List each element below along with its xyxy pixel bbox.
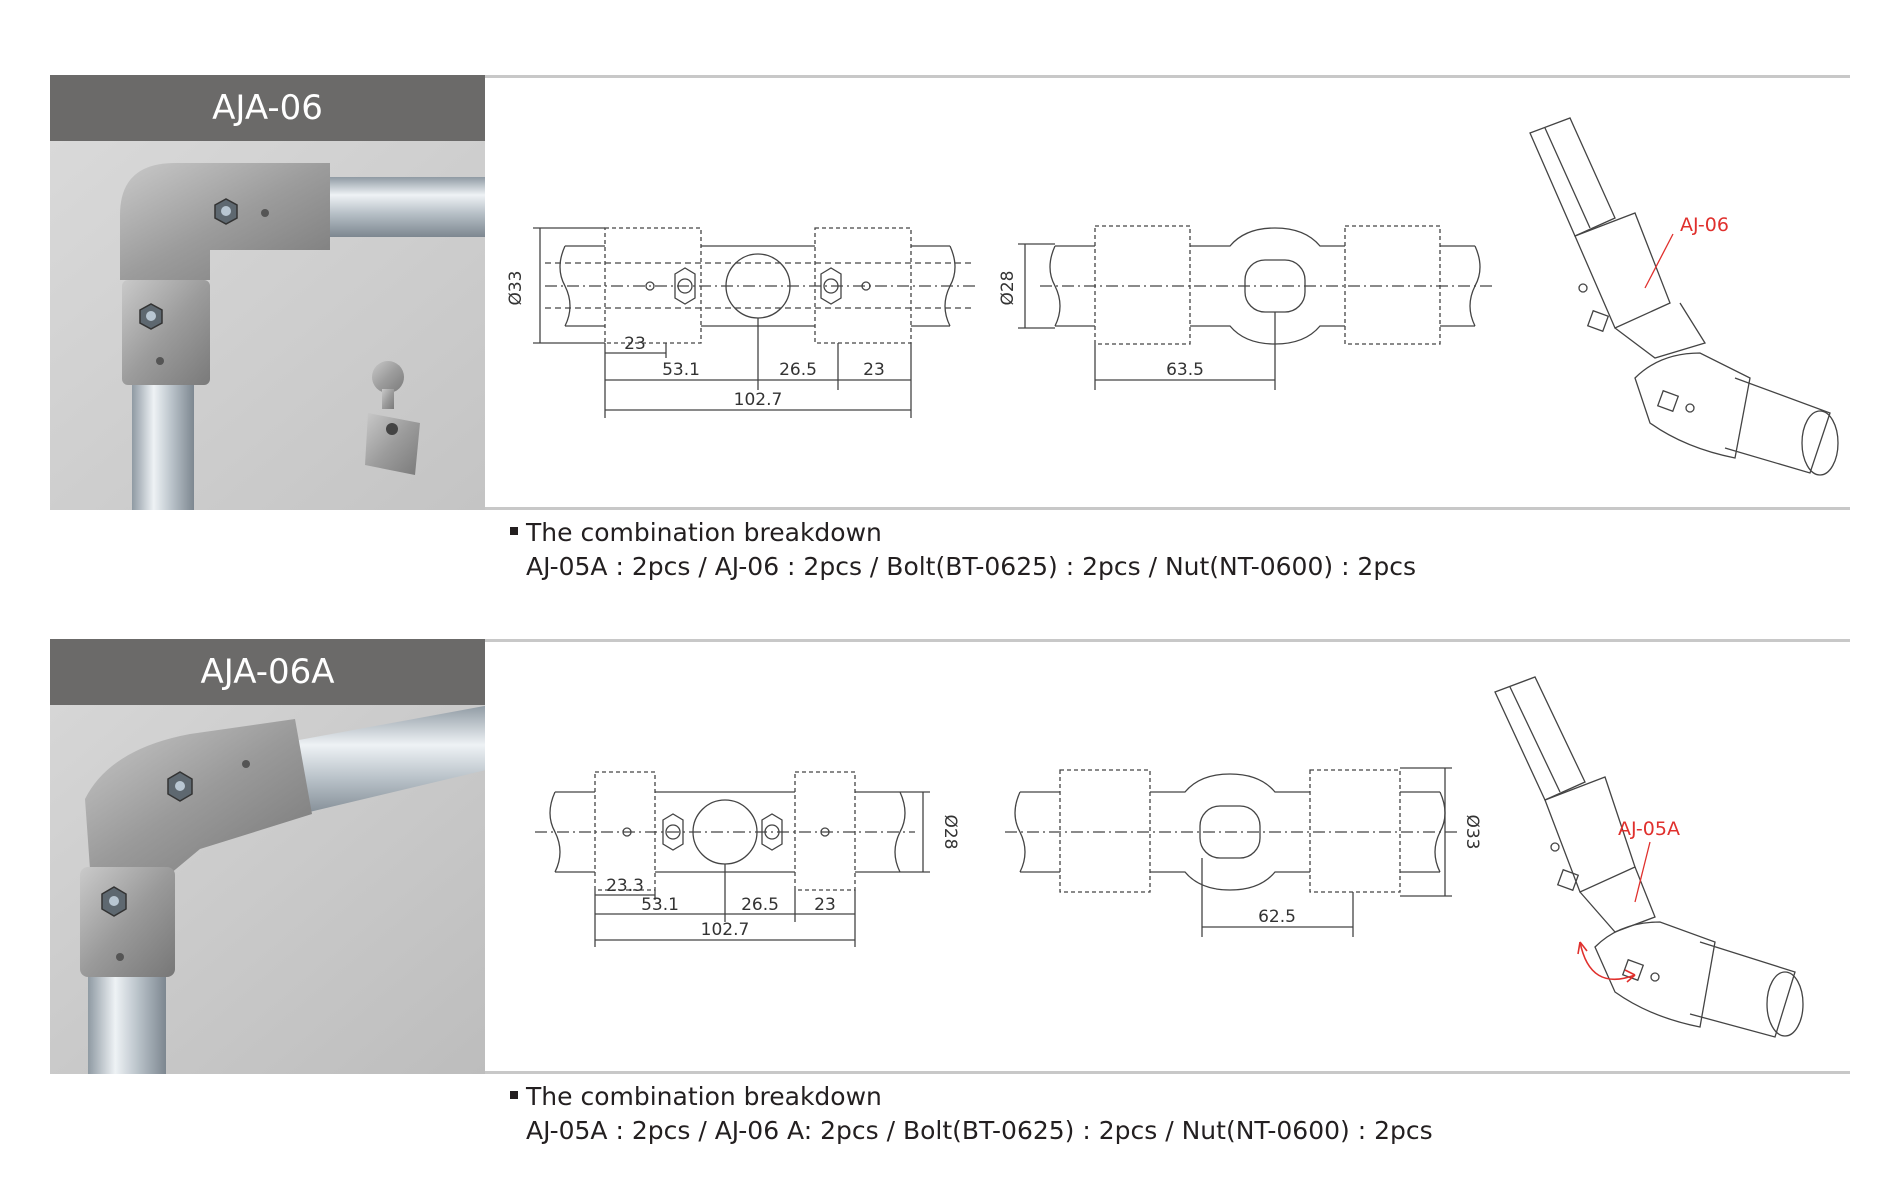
dim-d1: 23.3 [606, 876, 644, 896]
technical-drawing [485, 78, 1850, 507]
part-callout: AJ-06 [1680, 214, 1729, 236]
dim-total: 102.7 [733, 390, 783, 410]
product-photo [50, 639, 485, 1074]
dim-d4: 23 [814, 895, 836, 915]
part-callout: AJ-05A [1618, 818, 1680, 840]
dim-span: 62.5 [1258, 907, 1296, 927]
technical-drawing [485, 642, 1850, 1071]
dim-d3: 26.5 [741, 895, 779, 915]
combination-breakdown [510, 516, 1416, 584]
product-title: AJA-06A [50, 639, 485, 705]
breakdown-heading: The combination breakdown [526, 518, 882, 547]
dim-d3: 26.5 [779, 360, 817, 380]
dim-diameter-middle: Ø28 [998, 270, 1018, 306]
dim-d4: 23 [863, 360, 885, 380]
bullet-icon [510, 1091, 518, 1099]
dim-span: 63.5 [1166, 360, 1204, 380]
product-title: AJA-06 [50, 75, 485, 141]
dim-diameter: Ø33 [506, 270, 526, 306]
dim-d2: 53.1 [662, 360, 700, 380]
dim-d1: 23 [624, 334, 646, 354]
dim-diameter: Ø28 [940, 814, 960, 850]
breakdown-text: AJ-05A : 2pcs / AJ-06 : 2pcs / Bolt(BT-0625) : 2pcs / Nut(NT-0600) : 2pcs [526, 552, 1416, 581]
combination-breakdown [510, 1080, 1433, 1148]
dim-total: 102.7 [700, 920, 750, 940]
breakdown-heading: The combination breakdown [526, 1082, 882, 1111]
section-bottom-rule [485, 507, 1850, 510]
breakdown-text: AJ-05A : 2pcs / AJ-06 A: 2pcs / Bolt(BT-0625) : 2pcs / Nut(NT-0600) : 2pcs [526, 1116, 1433, 1145]
dim-diameter-middle: Ø33 [1462, 814, 1482, 850]
dim-d2: 53.1 [641, 895, 679, 915]
product-photo [50, 75, 485, 510]
section-bottom-rule [485, 1071, 1850, 1074]
bullet-icon [510, 527, 518, 535]
